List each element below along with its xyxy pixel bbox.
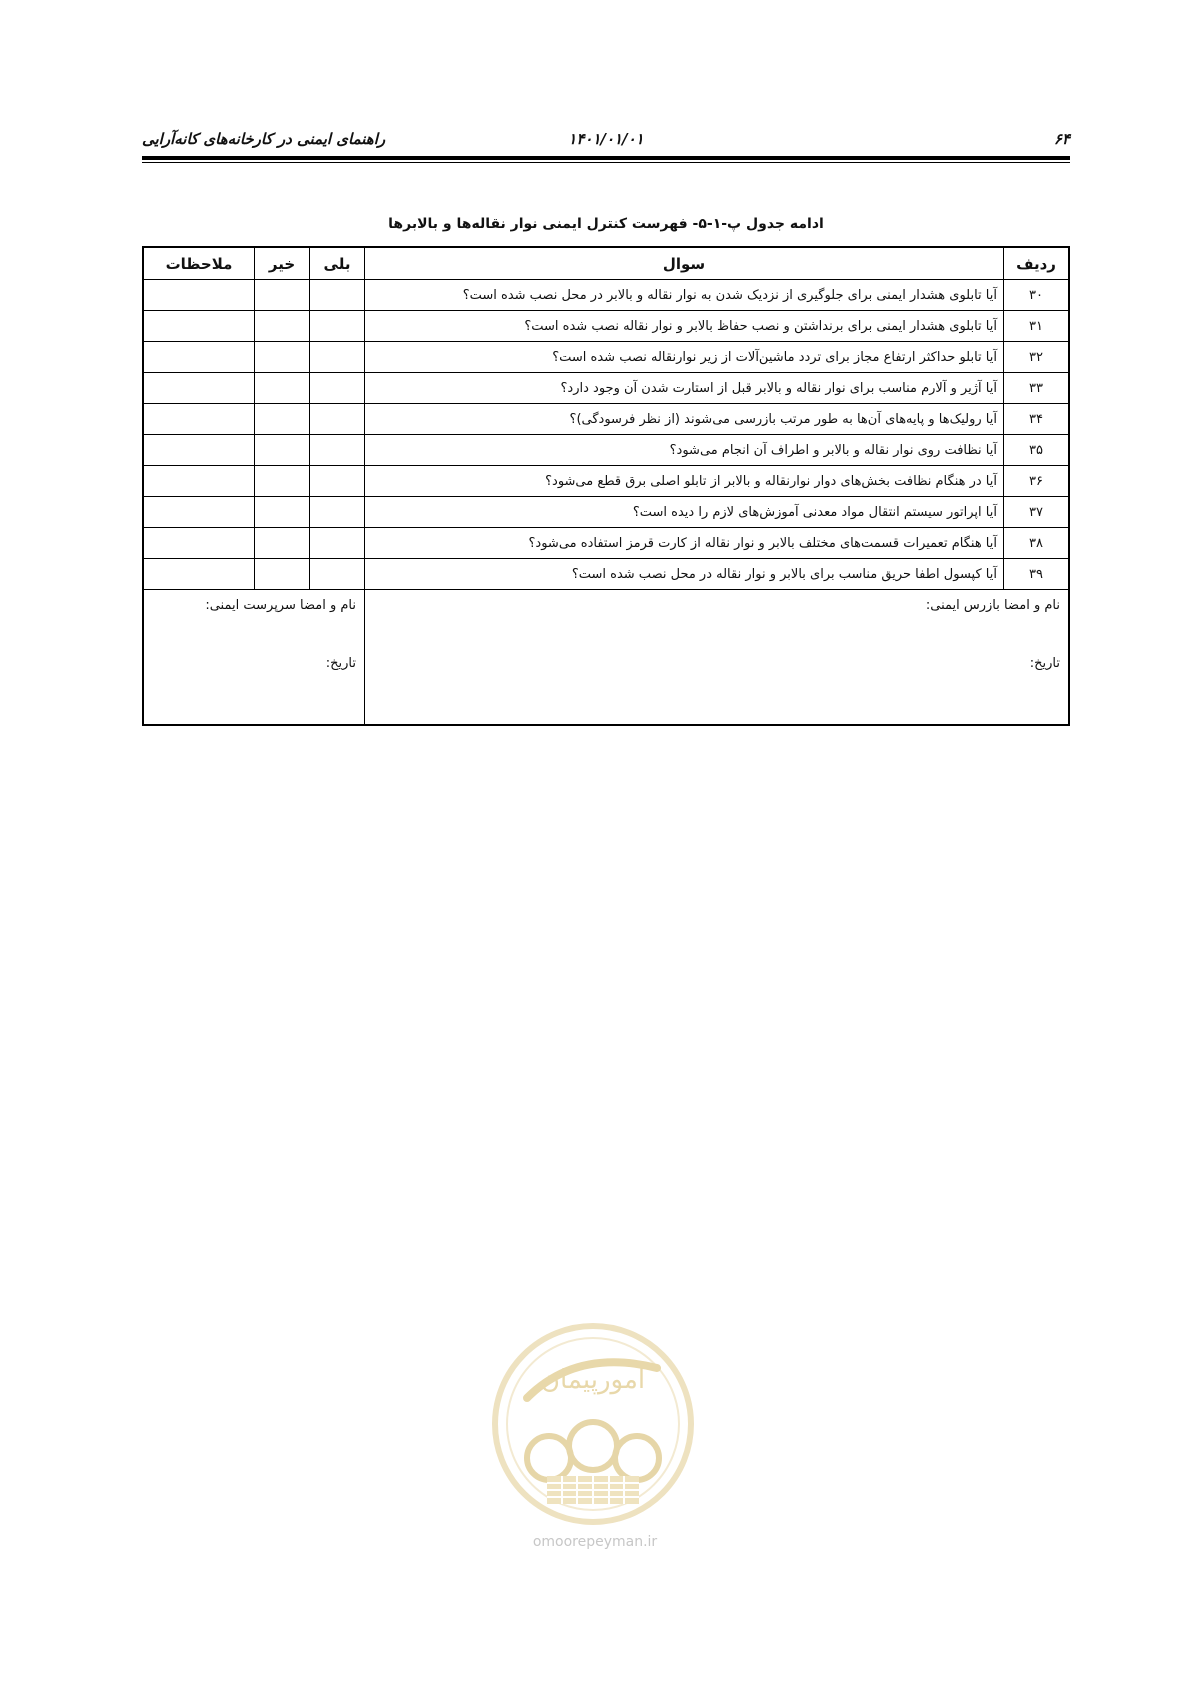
no-cell[interactable] xyxy=(255,373,310,404)
signature-row xyxy=(143,590,1069,726)
no-cell[interactable] xyxy=(255,404,310,435)
no-cell[interactable] xyxy=(255,342,310,373)
row-number: ۳۳ xyxy=(1004,373,1070,404)
table-row xyxy=(143,559,1069,590)
table-row xyxy=(143,280,1069,311)
row-question: آیا تابلوی هشدار ایمنی برای جلوگیری از نزدیک شدن به نوار نقاله و بالابر در محل نصب شده است؟ xyxy=(365,280,1004,311)
yes-cell[interactable] xyxy=(310,280,365,311)
col-header-yes: بلی xyxy=(310,247,365,280)
table-header-row xyxy=(143,247,1069,280)
table-caption: ادامه جدول پ-۱-۵- فهرست کنترل ایمنی نوار نقاله‌ها و بالابرها xyxy=(388,216,824,232)
row-number: ۳۱ xyxy=(1004,311,1070,342)
row-question: آیا نظافت روی نوار نقاله و بالابر و اطراف آن انجام می‌شود؟ xyxy=(365,435,1004,466)
yes-cell[interactable] xyxy=(310,528,365,559)
yes-cell[interactable] xyxy=(310,466,365,497)
table-row xyxy=(143,373,1069,404)
row-number: ۳۶ xyxy=(1004,466,1070,497)
yes-cell[interactable] xyxy=(310,373,365,404)
row-number: ۳۹ xyxy=(1004,559,1070,590)
yes-cell[interactable] xyxy=(310,497,365,528)
notes-cell[interactable] xyxy=(143,528,255,559)
yes-cell[interactable] xyxy=(310,342,365,373)
no-cell[interactable] xyxy=(255,466,310,497)
row-number: ۳۷ xyxy=(1004,497,1070,528)
row-question: آیا کپسول اطفا حریق مناسب برای بالابر و نوار نقاله در محل نصب شده است؟ xyxy=(365,559,1004,590)
header-date: ۱۴۰۱/۰۱/۰۱ xyxy=(568,130,644,148)
row-question: آیا رولیک‌ها و پایه‌های آن‌ها به طور مرتب بازرسی می‌شوند (از نظر فرسودگی)؟ xyxy=(365,404,1004,435)
watermark-logo-text: امورپیمان xyxy=(540,1365,646,1395)
row-question: آیا تابلوی هشدار ایمنی برای برنداشتن و نصب حفاظ بالابر و نوار نقاله نصب شده است؟ xyxy=(365,311,1004,342)
notes-cell[interactable] xyxy=(143,373,255,404)
col-header-question: سوال xyxy=(365,247,1004,280)
header-rule-thick xyxy=(142,156,1070,160)
watermark-site: omoorepeyman.ir xyxy=(532,1534,658,1550)
no-cell[interactable] xyxy=(255,280,310,311)
row-number: ۳۸ xyxy=(1004,528,1070,559)
table-row xyxy=(143,497,1069,528)
table-row xyxy=(143,466,1069,497)
row-question: آیا در هنگام نظافت بخش‌های دوار نوارنقاله و بالابر از تابلو اصلی برق قطع می‌شود؟ xyxy=(365,466,1004,497)
supervisor-signature-cell[interactable] xyxy=(143,590,365,726)
table-row xyxy=(143,404,1069,435)
notes-cell[interactable] xyxy=(143,466,255,497)
safety-checklist-table xyxy=(142,246,1070,726)
yes-cell[interactable] xyxy=(310,559,365,590)
notes-cell[interactable] xyxy=(143,404,255,435)
col-header-no: خیر xyxy=(255,247,310,280)
page-header xyxy=(142,130,1070,164)
yes-cell[interactable] xyxy=(310,404,365,435)
header-rule-thin xyxy=(142,162,1070,163)
inspector-signature-label: نام و امضا بازرس ایمنی: xyxy=(925,598,1060,613)
yes-cell[interactable] xyxy=(310,435,365,466)
notes-cell[interactable] xyxy=(143,497,255,528)
col-header-row: ردیف xyxy=(1004,247,1070,280)
row-number: ۳۵ xyxy=(1004,435,1070,466)
watermark-logo xyxy=(487,1318,699,1530)
notes-cell[interactable] xyxy=(143,559,255,590)
row-number: ۳۴ xyxy=(1004,404,1070,435)
row-question: آیا تابلو حداکثر ارتفاع مجاز برای تردد ماشین‌آلات از زیر نوارنقاله نصب شده است؟ xyxy=(365,342,1004,373)
no-cell[interactable] xyxy=(255,528,310,559)
notes-cell[interactable] xyxy=(143,435,255,466)
page-number: ۶۴ xyxy=(1053,130,1070,148)
supervisor-signature-label: نام و امضا سرپرست ایمنی: xyxy=(205,598,356,613)
inspector-signature-cell[interactable] xyxy=(365,590,1070,726)
notes-cell[interactable] xyxy=(143,342,255,373)
inspector-date-label: تاریخ: xyxy=(1029,656,1060,671)
no-cell[interactable] xyxy=(255,435,310,466)
no-cell[interactable] xyxy=(255,497,310,528)
table-row xyxy=(143,311,1069,342)
notes-cell[interactable] xyxy=(143,280,255,311)
table-row xyxy=(143,342,1069,373)
no-cell[interactable] xyxy=(255,559,310,590)
table-row xyxy=(143,435,1069,466)
row-question: آیا هنگام تعمیرات قسمت‌های مختلف بالابر و نوار نقاله از کارت قرمز استفاده می‌شود؟ xyxy=(365,528,1004,559)
table-row xyxy=(143,528,1069,559)
row-number: ۳۰ xyxy=(1004,280,1070,311)
yes-cell[interactable] xyxy=(310,311,365,342)
book-title: راهنمای ایمنی در کارخانه‌های کانه‌آرایی xyxy=(142,130,386,148)
row-question: آیا آژیر و آلارم مناسب برای نوار نقاله و بالابر قبل از استارت شدن آن وجود دارد؟ xyxy=(365,373,1004,404)
row-question: آیا اپراتور سیستم انتقال مواد معدنی آموزش‌های لازم را دیده است؟ xyxy=(365,497,1004,528)
notes-cell[interactable] xyxy=(143,311,255,342)
no-cell[interactable] xyxy=(255,311,310,342)
col-header-notes: ملاحظات xyxy=(143,247,255,280)
row-number: ۳۲ xyxy=(1004,342,1070,373)
supervisor-date-label: تاریخ: xyxy=(325,656,356,671)
